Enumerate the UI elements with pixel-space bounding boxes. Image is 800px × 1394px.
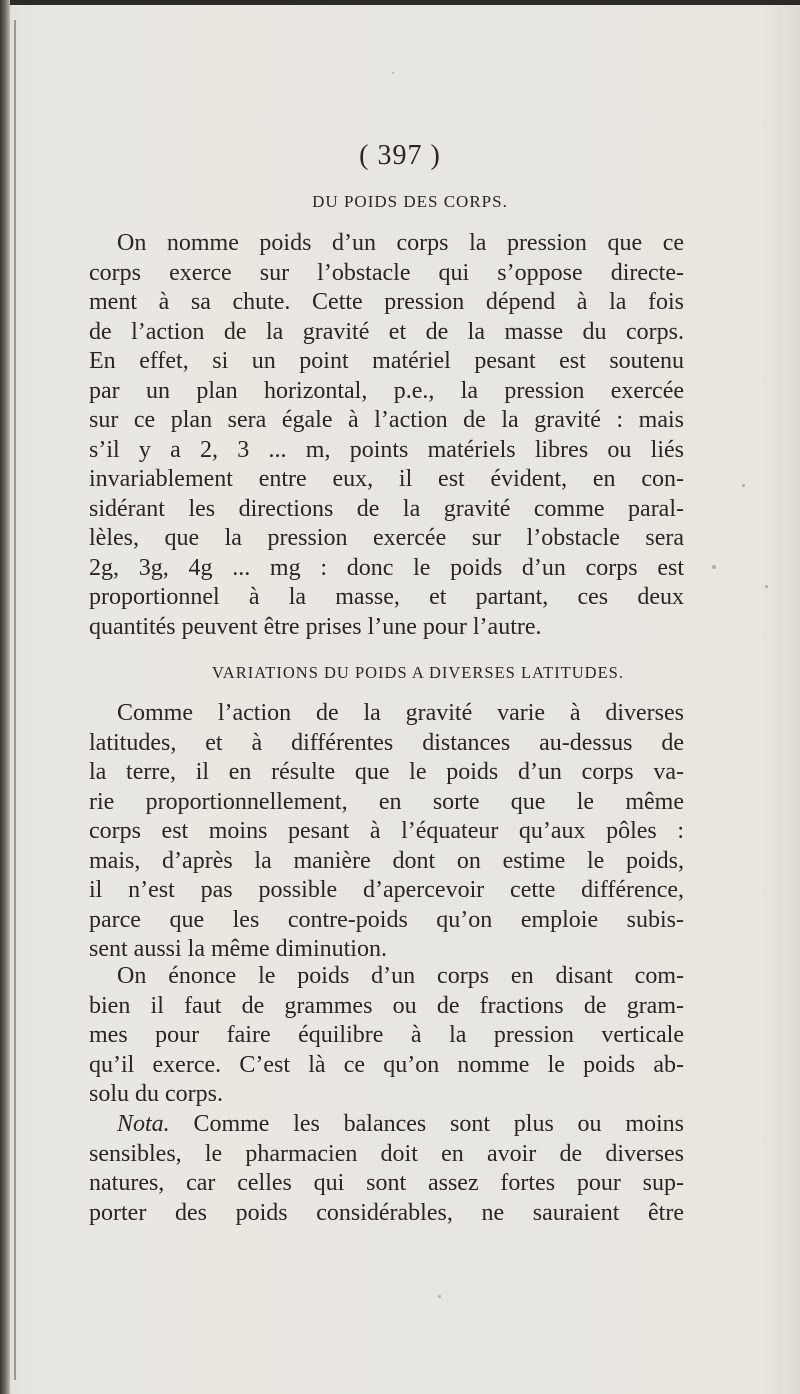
text-line: sur ce plan sera égale à l’action de la gravité : mais	[89, 407, 684, 433]
paragraph-definition	[89, 229, 684, 642]
page-top-edge	[0, 0, 800, 5]
paper-speck	[392, 72, 394, 74]
text-line: On nomme poids d’un corps la pression que ce	[117, 230, 684, 256]
text-line: sensibles, le pharmacien doit en avoir de diverses	[89, 1140, 684, 1167]
text-line: lèles, que la pression exercée sur l’obstacle sera	[89, 525, 684, 551]
text-line: qu’il exerce. C’est là ce qu’on nomme le poids ab-	[89, 1051, 684, 1078]
text-line: la terre, il en résulte que le poids d’un corps va-	[89, 759, 684, 785]
text-line: natures, car celles qui sont assez fortes pour sup-	[89, 1170, 684, 1196]
text-line: On énonce le poids d’un corps en disant com-	[117, 963, 684, 989]
page-binding	[0, 0, 10, 1394]
text-line: latitudes, et à différentes distances au-dessus de	[89, 729, 684, 756]
text-line: porter des poids considérables, ne sauraient être	[89, 1199, 684, 1226]
text-line: proportionnel à la masse, et partant, ces deux	[89, 584, 684, 610]
text-line: invariablement entre eux, il est évident, en con-	[89, 466, 684, 492]
paper-speck	[712, 565, 716, 569]
section-heading-variations: VARIATIONS DU POIDS A DIVERSES LATITUDES.	[212, 663, 624, 682]
text-line: sent aussi la même diminution.	[89, 936, 387, 962]
text-line: mais, d’après la manière dont on estime le poids,	[89, 847, 684, 874]
text-line: bien il faut de grammes ou de fractions de gram-	[89, 992, 684, 1019]
text-line: parce que les contre-poids qu’on emploie subis-	[89, 906, 684, 933]
section-heading-poids: DU POIDS DES CORPS.	[312, 192, 508, 211]
text-line: de l’action de la gravité et de la masse du corps.	[89, 318, 684, 345]
paragraph-latitudes	[89, 699, 684, 965]
page-number: ( 397 )	[359, 140, 441, 171]
nota-label: Nota.	[117, 1111, 170, 1137]
text-line: 2g, 3g, 4g ... mg : donc le poids d’un corps est	[89, 554, 684, 581]
text-line: rie proportionnellement, en sorte que le même	[89, 788, 684, 815]
text-line	[89, 1110, 684, 1140]
nota-line-rest: Comme les balances sont plus ou moins	[169, 1111, 684, 1137]
text-line: solu du corps.	[89, 1081, 223, 1107]
text-line: par un plan horizontal, p.e., la pression exercée	[89, 377, 684, 404]
text-line: sidérant les directions de la gravité comme paral-	[89, 495, 684, 522]
text-line: mes pour faire équilibre à la pression verticale	[89, 1022, 684, 1048]
text-line: corps est moins pesant à l’équateur qu’aux pôles :	[89, 818, 684, 844]
text-line: quantités peuvent être prises l’une pour l’autre.	[89, 613, 542, 640]
text-line: Comme l’action de la gravité varie à diverses	[117, 700, 684, 726]
text-line: En effet, si un point matériel pesant est soutenu	[89, 348, 684, 374]
text-line: s’il y a 2, 3 ... m, points matériels libres ou liés	[89, 436, 684, 463]
paragraph-nota	[89, 1110, 684, 1228]
text-line: il n’est pas possible d’apercevoir cette différence,	[89, 877, 684, 903]
paper-speck	[765, 585, 768, 588]
paragraph-poids-absolu	[89, 962, 684, 1110]
text-line: ment à sa chute. Cette pression dépend à la fois	[89, 289, 684, 315]
paper-speck	[742, 484, 745, 487]
paper-speck	[438, 1295, 441, 1298]
text-line: corps exerce sur l’obstacle qui s’oppose directe-	[89, 259, 684, 286]
binding-shadow-line	[14, 20, 16, 1380]
